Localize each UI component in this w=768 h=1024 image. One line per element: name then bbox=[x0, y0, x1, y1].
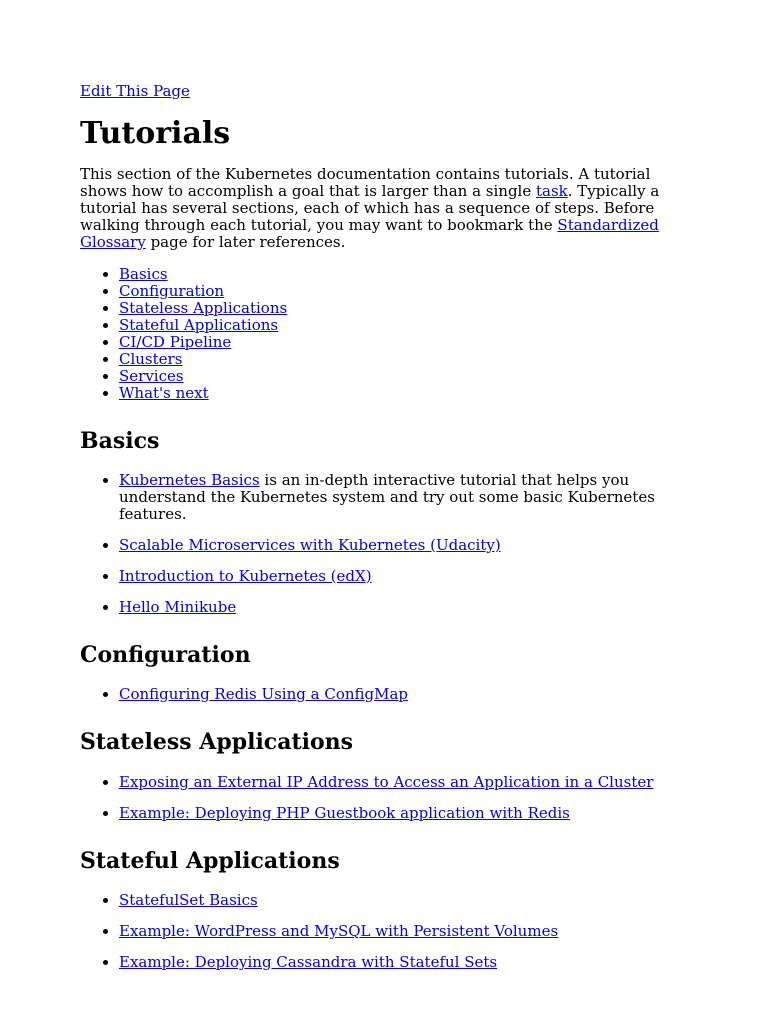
toc-link-configuration[interactable]: Configuration bbox=[119, 282, 225, 300]
toc-link-stateless-applications[interactable]: Stateless Applications bbox=[119, 299, 288, 317]
list-item bbox=[119, 954, 690, 971]
table-of-contents bbox=[80, 266, 690, 402]
basics-list bbox=[80, 472, 690, 616]
configuration-list bbox=[80, 686, 690, 703]
toc-link-cicd-pipeline[interactable]: CI/CD Pipeline bbox=[119, 333, 232, 351]
intro-paragraph bbox=[80, 166, 690, 251]
section-heading-basics: Basics bbox=[80, 428, 160, 454]
hello-minikube-link[interactable]: Hello Minikube bbox=[119, 598, 237, 616]
list-item bbox=[119, 774, 690, 791]
list-item bbox=[119, 892, 690, 909]
toc-item bbox=[119, 385, 690, 402]
scalable-microservices-link[interactable]: Scalable Microservices with Kubernetes (Udacity) bbox=[119, 536, 501, 554]
document-page bbox=[80, 82, 690, 971]
stateful-list bbox=[80, 892, 690, 971]
toc-link-basics[interactable]: Basics bbox=[119, 265, 168, 283]
toc-item bbox=[119, 317, 690, 334]
toc-link-services[interactable]: Services bbox=[119, 367, 184, 385]
list-item bbox=[119, 568, 690, 585]
toc-item bbox=[119, 351, 690, 368]
toc-item bbox=[119, 300, 690, 317]
toc-item bbox=[119, 334, 690, 351]
intro-text-1: This section of the Kubernetes documentation contains tutorials. A tutorial shows how to accomplish a goal that is larger than a single bbox=[80, 165, 651, 200]
intro-text-3: page for later references. bbox=[145, 233, 346, 251]
toc-link-clusters[interactable]: Clusters bbox=[119, 350, 183, 368]
statefulset-basics-link[interactable]: StatefulSet Basics bbox=[119, 891, 258, 909]
section-heading-stateless-applications: Stateless Applications bbox=[80, 729, 354, 755]
list-item bbox=[119, 805, 690, 822]
configuring-redis-link[interactable]: Configuring Redis Using a ConfigMap bbox=[119, 685, 409, 703]
toc-link-whats-next[interactable]: What's next bbox=[119, 384, 209, 402]
cassandra-statefulsets-link[interactable]: Example: Deploying Cassandra with Stateful Sets bbox=[119, 953, 498, 971]
section-heading-configuration: Configuration bbox=[80, 642, 251, 668]
standardized-glossary-link[interactable]: Standardized Glossary bbox=[80, 216, 659, 251]
edit-this-page-link[interactable]: Edit This Page bbox=[80, 82, 190, 100]
list-item bbox=[119, 923, 690, 940]
introduction-to-kubernetes-link[interactable]: Introduction to Kubernetes (edX) bbox=[119, 567, 372, 585]
wordpress-mysql-link[interactable]: Example: WordPress and MySQL with Persistent Volumes bbox=[119, 922, 559, 940]
section-heading-stateful-applications: Stateful Applications bbox=[80, 848, 340, 874]
list-item bbox=[119, 472, 690, 523]
list-item bbox=[119, 537, 690, 554]
exposing-external-ip-link[interactable]: Exposing an External IP Address to Access an Application in a Cluster bbox=[119, 773, 654, 791]
php-guestbook-link[interactable]: Example: Deploying PHP Guestbook application with Redis bbox=[119, 804, 570, 822]
toc-item bbox=[119, 283, 690, 300]
list-item bbox=[119, 686, 690, 703]
list-item bbox=[119, 599, 690, 616]
stateless-list bbox=[80, 774, 690, 822]
intro-text-2: . Typically a tutorial has several sections, each of which has a sequence of steps. Before walking through each tutorial, you may want to bookmark the bbox=[80, 182, 660, 234]
toc-item bbox=[119, 368, 690, 385]
task-link[interactable]: task bbox=[535, 182, 568, 200]
toc-item bbox=[119, 266, 690, 283]
page-title: Tutorials bbox=[80, 116, 231, 151]
toc-link-stateful-applications[interactable]: Stateful Applications bbox=[119, 316, 279, 334]
kubernetes-basics-link[interactable]: Kubernetes Basics bbox=[119, 471, 260, 489]
kubernetes-basics-description: is an in-depth interactive tutorial that helps you understand the Kubernetes system and try out some basic Kubernetes features. bbox=[119, 471, 655, 523]
